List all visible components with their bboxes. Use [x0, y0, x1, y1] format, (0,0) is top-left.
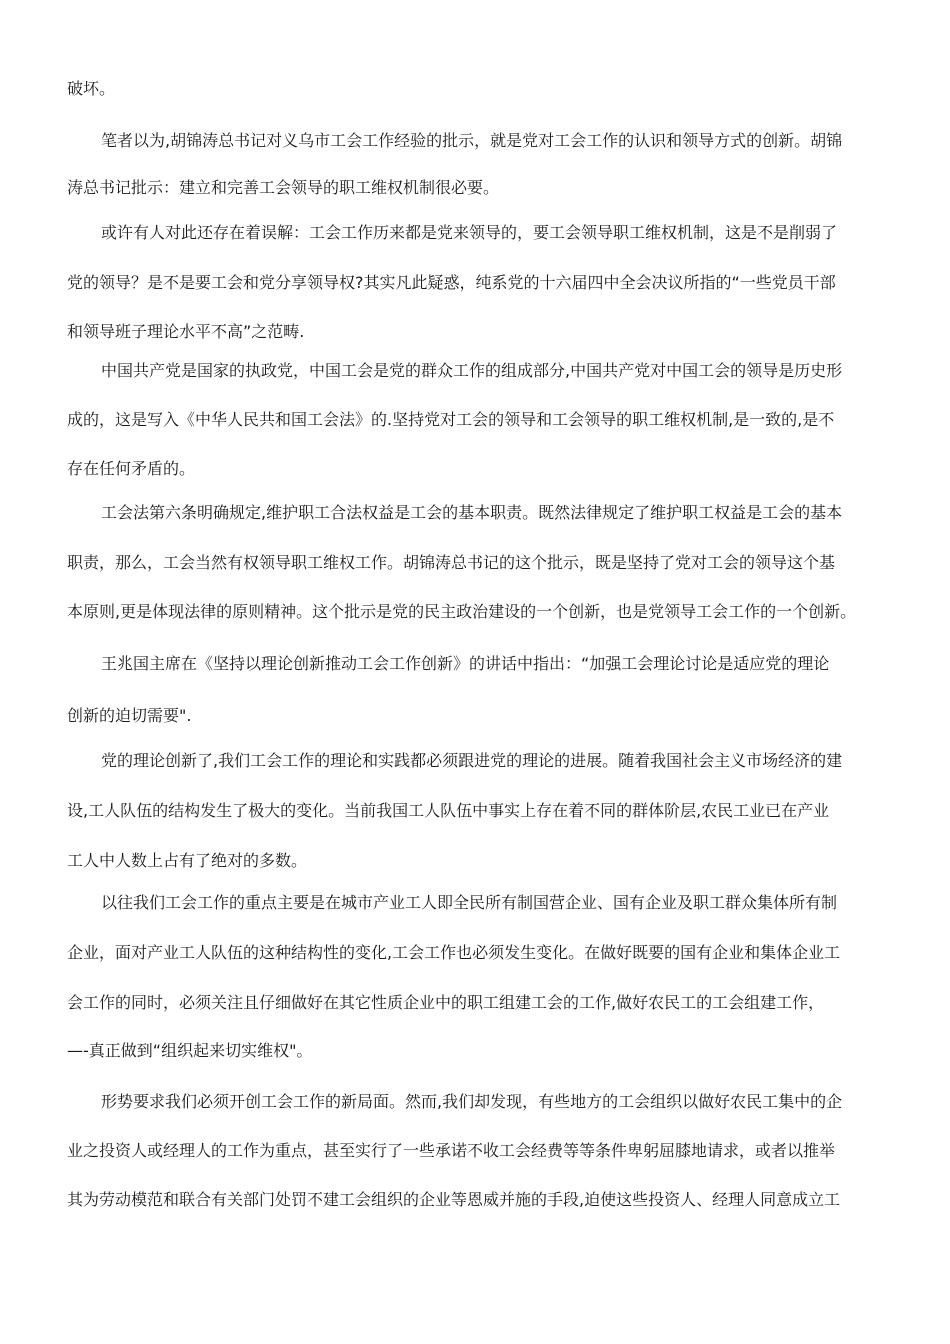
text-line: 业之投资人或经理人的工作为重点，甚至实行了一些承诺不收工会经费等等条件卑躬屈膝地请求，或者以推举 [67, 1141, 836, 1160]
text-line: 会工作的同时，必须关注且仔细做好在其它性质企业中的职工组建工会的工作,做好农民工的工会组建工作， [67, 993, 825, 1012]
paragraph-first-line: 王兆国主席在《坚持以理论创新推动工会工作创新》的讲话中指出：“加强工会理论讨论是适应党的理论 [101, 654, 830, 673]
paragraph-first-line: 或许有人对此还存在着误解：工会工作历来都是党来领导的，要工会领导职工维权机制，这是不是削弱了 [101, 223, 838, 242]
text-line: 职责，那么，工会当然有权领导职工维权工作。胡锦涛总书记的这个批示，既是坚持了党对工会的领导这个基 [67, 553, 836, 572]
text-line: 企业，面对产业工人队伍的这种结构性的变化,工会工作也必须发生变化。在做好既要的国有企业和集体企业工 [67, 943, 841, 962]
text-line: 其为劳动模范和联合有关部门处罚不建工会组织的企业等恩威并施的手段,迫使这些投资人、经理人同意成立工 [67, 1190, 841, 1209]
text-line: 工人中人数上占有了绝对的多数。 [67, 851, 308, 870]
paragraph-first-line: 以往我们工会工作的重点主要是在城市产业工人即全民所有制国营企业、国有企业及职工群众集体所有制 [101, 893, 838, 912]
text-line: 创新的迫切需要". [67, 706, 192, 725]
text-line: 存在任何矛盾的。 [67, 459, 196, 478]
paragraph-first-line: 工会法第六条明确规定,维护职工合法权益是工会的基本职责。既然法律规定了维护职工权益是工会的基本 [101, 503, 843, 522]
paragraph-first-line: 形势要求我们必须开创工会工作的新局面。然而,我们却发现，有些地方的工会组织以做好农民工集中的企 [101, 1092, 843, 1111]
text-line: 和领导班子理论水平不高”之范畴. [67, 322, 305, 341]
paragraph-first-line: 党的理论创新了,我们工会工作的理论和实践都必须跟进党的理论的进展。随着我国社会主义市场经济的建 [101, 751, 843, 770]
text-line: 破坏。 [67, 79, 116, 98]
text-line: 成的，这是写入《中华人民共和国工会法》的.坚持党对工会的领导和工会领导的职工维权机制,是一致的,是不 [67, 410, 835, 429]
text-line: 党的领导？是不是要工会和党分享领导权?其实凡此疑惑，纯系党的十六届四中全会决议所指的“一些党员干部 [67, 273, 836, 292]
paragraph-first-line: 笔者以为,胡锦涛总书记对义乌市工会工作经验的批示，就是党对工会工作的认识和领导方式的创新。胡锦 [101, 131, 843, 150]
text-line: 本原则,更是体现法律的原则精神。这个批示是党的民主政治建设的一个创新，也是党领导工会工作的一个创新。 [67, 602, 857, 621]
text-line: 涛总书记批示：建立和完善工会领导的职工维权机制很必要。 [67, 178, 500, 197]
text-line: —-真正做到“组织起来切实维权"。 [67, 1041, 313, 1060]
text-line: 设,工人队伍的结构发生了极大的变化。当前我国工人队伍中事实上存在着不同的群体阶层,农民工业已在产业 [67, 801, 830, 820]
paragraph-first-line: 中国共产党是国家的执政党，中国工会是党的群众工作的组成部分,中国共产党对中国工会的领导是历史形 [101, 361, 843, 380]
